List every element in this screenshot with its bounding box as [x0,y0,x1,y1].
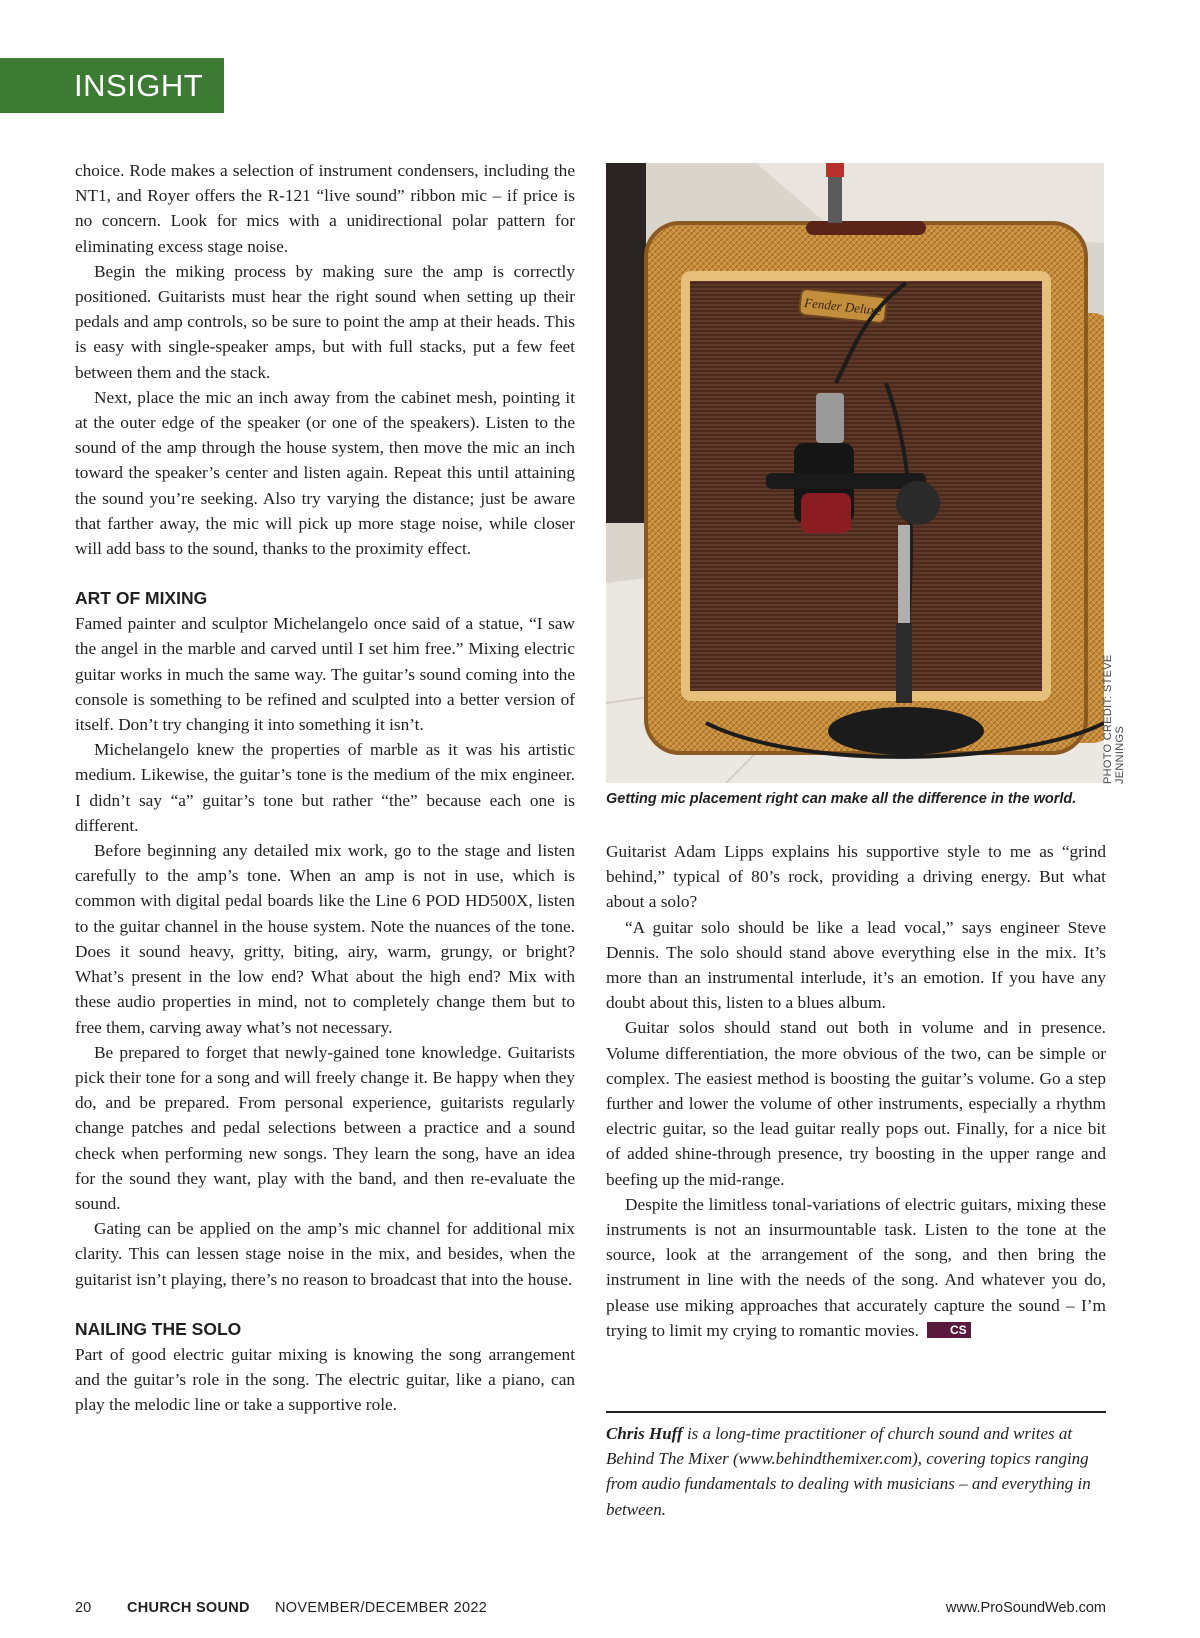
paragraph: “A guitar solo should be like a lead vocal,” says engineer Steve Dennis. The solo should stand above everything else in the mix. It’s more than an instrumental interlude, it’s an emotion. If you have any doubt about this, listen to a blues album. [606,917,1106,1013]
author-name: Chris Huff [606,1424,683,1443]
subheading-art-of-mixing: ART OF MIXING [75,588,208,609]
section-tab [0,58,224,113]
paragraph: Gating can be applied on the amp’s mic channel for additional mix clarity. This can lessen stage noise in the mix, and besides, when the guitarist isn’t playing, there’s no reason to broadcast that into the house. [75,1219,575,1289]
amp-illustration [606,163,1104,783]
paragraph: Michelangelo knew the properties of marble as it was his artistic medium. Likewise, the guitar’s tone is the medium of the mix engineer. I didn’t say “a” guitar’s tone but rather “the” because each one is different. [75,740,575,835]
amp-badge: Fender Deluxe [803,294,883,319]
paragraph: Before beginning any detailed mix work, go to the stage and listen carefully to the amp’s tone. When an amp is not in use, which is common with digital pedal boards like the Line 6 POD HD500X, listen to the guitar channel in the house system. Note the nuances of the tone. Does it sound heavy, gritty, biting, airy, warm, grungy, or bright? What’s present in the low end? What about the high end? Mix with these audio properties in mind, not to completely change them but to free them, carving away what’s not necessary. [75,841,575,1037]
section-label: INSIGHT [74,67,204,103]
paragraph: Next, place the mic an inch away from the cabinet mesh, pointing it at the outer edge of the speaker (or one of the speakers). Listen to the sound of the amp through the house system, then move the mic an inch toward the speaker’s center and listen again. Repeat this until attaining the sound you’re seeking. Also try varying the distance; just be aware that farther away, the mic will pick up more stage noise, while closer will add bass to the sound, thanks to the proximity effect. [75,387,575,559]
website-url: www.ProSoundWeb.com [945,1600,1106,1616]
left-column [75,158,575,1417]
issue-date: NOVEMBER/DECEMBER 2022 [275,1600,488,1616]
paragraph: choice. Rode makes a selection of instrument condensers, including the NT1, and Royer offers the R-121 “live sound” ribbon mic – if price is no concern. Look for mics with a unidirectional polar pattern for eliminating excess stage noise. [75,161,575,256]
right-column [606,839,1106,1343]
paragraph: Part of good electric guitar mixing is knowing the song arrangement and the guitar’s role in the song. The electric guitar, like a piano, can play the melodic line or take a supportive role. [75,1344,575,1415]
paragraph: Guitar solos should stand out both in volume and in presence. Volume differentiation, the more obvious of the two, can be simple or complex. The easiest method is boosting the guitar’s volume. Go a step further and lower the volume of other instruments, especially a rhythm electric guitar, so the lead guitar really pops out. Finally, for a nice bit of added shine-through presence, try boosting in the upper range and beefing up the mid-range. [606,1018,1106,1189]
paragraph: Be prepared to forget that newly-gained tone knowledge. Guitarists pick their tone for a song and will freely change it. Be happy when they do, and be prepared. From personal experience, guitarists regularly change patches and pedal selections between a practice and a sound check when performing new songs. They learn the song, have an idea for the sound they want, play with the band, and then re-evaluate the sound. [75,1042,575,1213]
paragraph [606,1192,1106,1343]
paragraph: Guitarist Adam Lipps explains his supportive style to me as “grind behind,” typical of 80’s rock, providing a driving energy. But what about a solo? [606,842,1106,912]
bio-text: is a long-time practitioner of church sound and writes at Behind The Mixer (www.behindthemixer.com), covering topics ranging from audio fundamentals to dealing with musicians – and everything in between. [606,1424,1091,1519]
paragraph-text: Despite the limitless tonal-variations of electric guitars, mixing these instruments is not an insurmountable task. Listen to the tone at the source, look at the arrangement of the song, and then bring the instrument in line with the needs of the song. And whatever you do, please use miking approaches that accurately capture the sound – I’m trying to limit my crying to romantic movies. [606,1194,1106,1340]
author-bio [606,1411,1106,1522]
magazine-name: CHURCH SOUND [127,1600,250,1616]
photo-credit: PHOTO CREDIT: STEVE JENNINGS [1102,654,1126,784]
paragraph: Famed painter and sculptor Michelangelo once said of a statue, “I saw the angel in the marble and carved until I set him free.” Mixing electric guitar works in much the same way. The guitar’s sound coming into the console is something to be refined and sculpted into a better version of itself. Don’t try changing it into something it isn’t. [75,614,575,735]
subheading-nailing-the-solo: NAILING THE SOLO [75,1318,242,1339]
paragraph: Begin the miking process by making sure the amp is correctly positioned. Guitarists must hear the right sound when setting up their pedals and amp controls, so be sure to point the amp at their heads. This is easy with single-speaker amps, but with full stacks, put a few feet between them and the stack. [75,261,575,382]
amp-photo [606,163,1104,783]
end-mark-icon: CS [927,1322,971,1338]
page-number: 20 [75,1600,92,1616]
photo-caption: Getting mic placement right can make all the difference in the world. [606,791,1077,807]
